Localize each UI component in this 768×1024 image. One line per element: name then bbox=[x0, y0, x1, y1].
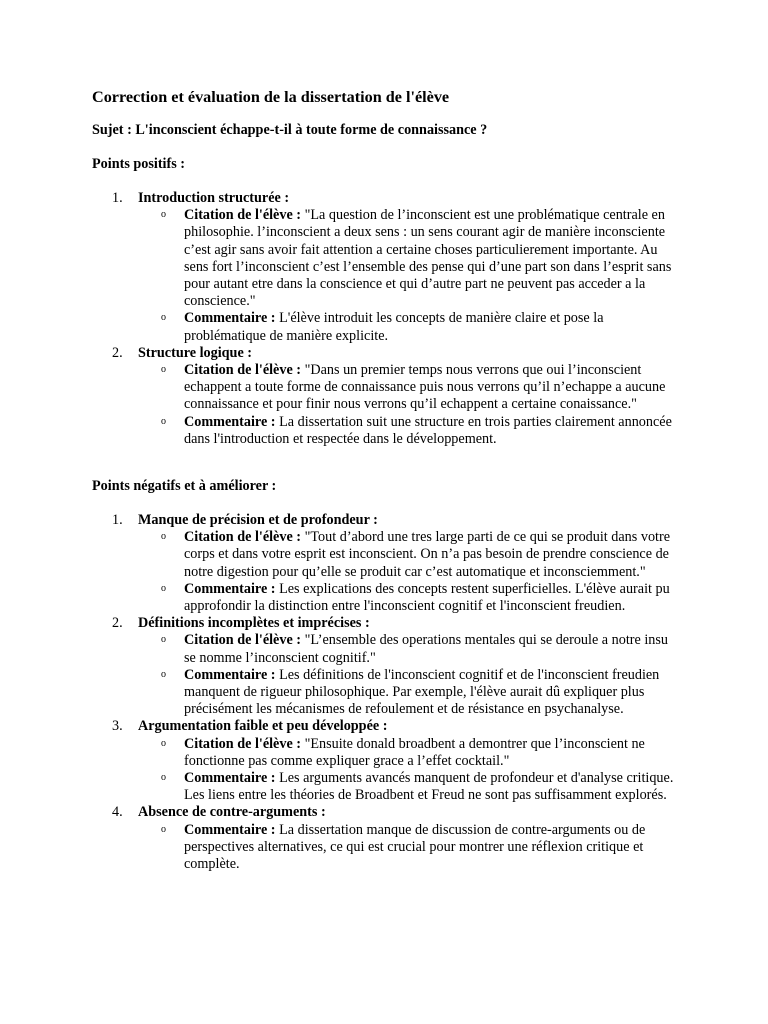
negative-heading: Points négatifs et à améliorer : bbox=[92, 478, 277, 494]
positive-heading: Points positifs : bbox=[92, 156, 186, 172]
citation-label: Citation de l'élève : bbox=[184, 529, 302, 546]
negative-point-4 bbox=[92, 804, 682, 873]
citation-label: Citation de l'élève : bbox=[184, 735, 302, 752]
citation-text: "L’ensemble des operations mentales qui se deroule a notre insu se nomme l’inconscient cognitif." bbox=[184, 632, 668, 666]
bullet-icon: o bbox=[161, 634, 166, 646]
subject-line: Sujet : L'inconscient échappe-t-il à toute forme de connaissance ? bbox=[92, 122, 488, 138]
commentaire-item bbox=[138, 414, 682, 448]
bullet-icon: o bbox=[161, 209, 166, 221]
commentaire-text: Les arguments avancés manquent de profondeur et d'analyse critique. Les liens entre les théories de Broadbent et Freud ne sont pas suffisamment explorés. bbox=[184, 770, 674, 804]
citation-text: "Dans un premier temps nous verrons que oui l’inconscient echappent a toute forme de connaissance puis nous verrons qu’il n’echappe a aucune connaissance et pour finir nous verrons qu’il echappent a certaine conaissance." bbox=[184, 362, 666, 413]
point-title: Introduction structurée : bbox=[138, 190, 290, 206]
commentaire-item bbox=[138, 667, 682, 719]
bullet-icon: o bbox=[161, 772, 166, 784]
point-title: Définitions incomplètes et imprécises : bbox=[138, 615, 370, 632]
citation-item bbox=[138, 736, 682, 770]
bullet-icon: o bbox=[161, 415, 166, 427]
commentaire-label: Commentaire : bbox=[184, 770, 276, 787]
commentaire-item bbox=[138, 770, 682, 804]
negative-point-2 bbox=[92, 615, 682, 718]
point-number: 4. bbox=[112, 804, 123, 821]
citation-item bbox=[138, 529, 682, 581]
citation-label: Citation de l'élève : bbox=[184, 362, 302, 379]
commentaire-label: Commentaire : bbox=[184, 821, 276, 838]
positive-points-list bbox=[92, 190, 682, 448]
point-number: 3. bbox=[112, 718, 123, 735]
bullet-icon: o bbox=[161, 364, 166, 376]
commentaire-item bbox=[138, 822, 682, 874]
negative-point-1 bbox=[92, 512, 682, 615]
point-details bbox=[138, 362, 682, 448]
bullet-icon: o bbox=[161, 582, 166, 594]
positive-point-2 bbox=[92, 345, 682, 448]
commentaire-text: Les explications des concepts restent superficielles. L'élève aurait pu approfondir la distinction entre l'inconscient cognitif et l'inconscient freudien. bbox=[184, 580, 670, 615]
document-title: Correction et évaluation de la dissertation de l'élève bbox=[92, 88, 450, 106]
citation-text: "Ensuite donald broadbent a demontrer que l’inconscient ne fonctionne pas comme expliquer grace a l’effet cocktail." bbox=[184, 735, 645, 769]
commentaire-text: Les définitions de l'inconscient cognitif et de l'inconscient freudien manquent de rigueur philosophique. Par exemple, l'élève aurait dû expliquer plus précisément les mécanismes de refoulement et de résistance en psychanalyse. bbox=[184, 666, 660, 718]
commentaire-label: Commentaire : bbox=[184, 310, 276, 327]
commentaire-item bbox=[138, 310, 682, 344]
point-title: Argumentation faible et peu développée : bbox=[138, 718, 388, 735]
point-details bbox=[138, 207, 682, 345]
point-number: 2. bbox=[112, 344, 123, 361]
point-details bbox=[138, 632, 682, 718]
point-number: 2. bbox=[112, 615, 123, 632]
bullet-icon: o bbox=[161, 823, 166, 835]
citation-item bbox=[138, 632, 682, 666]
citation-text: "La question de l’inconscient est une problématique centrale en philosophie. l’inconscient a deux sens : un sens courant agir de manière inconsciente c’est agir sans avoir fait attention a certaine choses particulierement importante. Au sens fort l’inconscient c’est l’ensemble des pense qui d’une part son dans l’esprit sans pour autant etre dans la conscience et qui d’autre part ne peuvent pas acceder a la conscience." bbox=[184, 207, 672, 310]
commentaire-text: La dissertation suit une structure en trois parties clairement annoncée dans l'introduction et respectée dans le développement. bbox=[184, 413, 672, 447]
positive-point-1 bbox=[92, 190, 682, 345]
citation-item bbox=[138, 207, 682, 310]
point-title: Manque de précision et de profondeur : bbox=[138, 512, 378, 528]
negative-point-3 bbox=[92, 718, 682, 804]
point-title: Structure logique : bbox=[138, 344, 253, 361]
negative-points-list bbox=[92, 512, 682, 873]
point-number: 1. bbox=[112, 512, 123, 528]
commentaire-item bbox=[138, 581, 682, 615]
commentaire-label: Commentaire : bbox=[184, 413, 276, 430]
citation-label: Citation de l'élève : bbox=[184, 632, 302, 649]
citation-label: Citation de l'élève : bbox=[184, 207, 302, 224]
point-details bbox=[138, 736, 682, 805]
point-number: 1. bbox=[112, 190, 123, 206]
commentaire-label: Commentaire : bbox=[184, 666, 276, 683]
citation-text: "Tout d’abord une tres large parti de ce qui se produit dans votre corps et dans votre esprit est inconscient. On n’a pas besoin de prendre conscience de notre digestion pour qu’elle se produit car c’est automatique et inconsciemment." bbox=[184, 529, 670, 580]
commentaire-text: La dissertation manque de discussion de contre-arguments ou de perspectives alternatives, ce qui est crucial pour montrer une réflexion critique et complète. bbox=[184, 821, 646, 873]
point-details bbox=[138, 529, 682, 615]
commentaire-text: L'élève introduit les concepts de manière claire et pose la problématique de manière explicite. bbox=[184, 310, 604, 344]
bullet-icon: o bbox=[161, 531, 166, 543]
point-title: Absence de contre-arguments : bbox=[138, 804, 326, 821]
bullet-icon: o bbox=[161, 737, 166, 749]
commentaire-label: Commentaire : bbox=[184, 580, 276, 597]
bullet-icon: o bbox=[161, 312, 166, 324]
citation-item bbox=[138, 362, 682, 414]
point-details bbox=[138, 822, 682, 874]
bullet-icon: o bbox=[161, 668, 166, 680]
